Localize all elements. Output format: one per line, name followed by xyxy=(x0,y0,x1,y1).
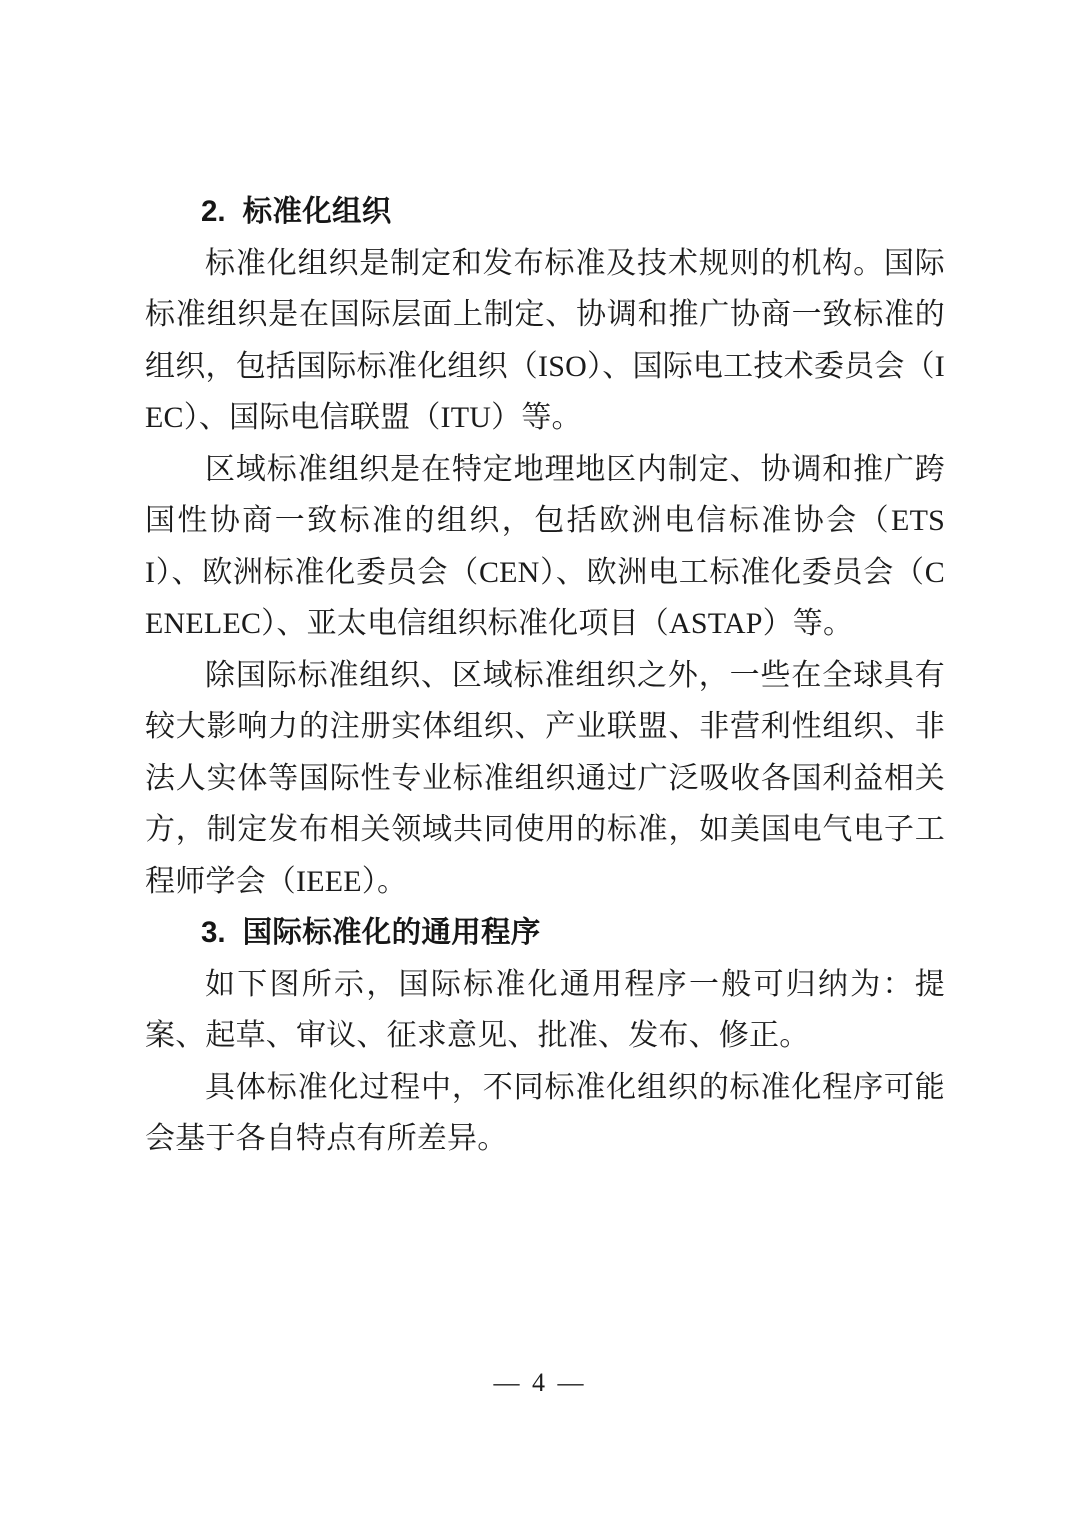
paragraph-regional-standards-orgs: 区域标准组织是在特定地理地区内制定、协调和推广跨国性协商一致标准的组织，包括欧洲电信标准协会（ETSI）、欧洲标准化委员会（CEN）、欧洲电工标准化委员会（CENELEC）、亚太电信组织标准化项目（ASTAP）等。 xyxy=(145,452,945,640)
section-heading-2-number: 2. xyxy=(201,195,226,228)
section-heading-3-title: 国际标准化的通用程序 xyxy=(242,916,541,949)
section-heading-3 xyxy=(145,907,945,959)
page-number-footer: — 4 — xyxy=(493,1368,587,1397)
paragraph-other-professional-orgs: 除国际标准组织、区域标准组织之外，一些在全球具有较大影响力的注册实体组织、产业联盟、非营利性组织、非法人实体等国际性专业标准组织通过广泛吸收各国利益相关方，制定发布相关领域共同使用的标准，如美国电气电子工程师学会（IEEE）。 xyxy=(145,658,945,898)
section-heading-2-title: 标准化组织 xyxy=(242,195,392,228)
paragraph-procedure-differences: 具体标准化过程中，不同标准化组织的标准化程序可能会基于各自特点有所差异。 xyxy=(145,1070,945,1155)
paragraph-general-procedure-steps: 如下图所示，国际标准化通用程序一般可归纳为：提案、起草、审议、征求意见、批准、发布、修正。 xyxy=(145,967,945,1052)
section-heading-2 xyxy=(145,186,945,238)
page-content xyxy=(145,186,945,1165)
section-heading-3-number: 3. xyxy=(201,916,226,949)
paragraph-standardization-orgs-definition: 标准化组织是制定和发布标准及技术规则的机构。国际标准组织是在国际层面上制定、协调和推广协商一致标准的组织，包括国际标准化组织（ISO）、国际电工技术委员会（IEC）、国际电信联盟（ITU）等。 xyxy=(145,246,945,434)
